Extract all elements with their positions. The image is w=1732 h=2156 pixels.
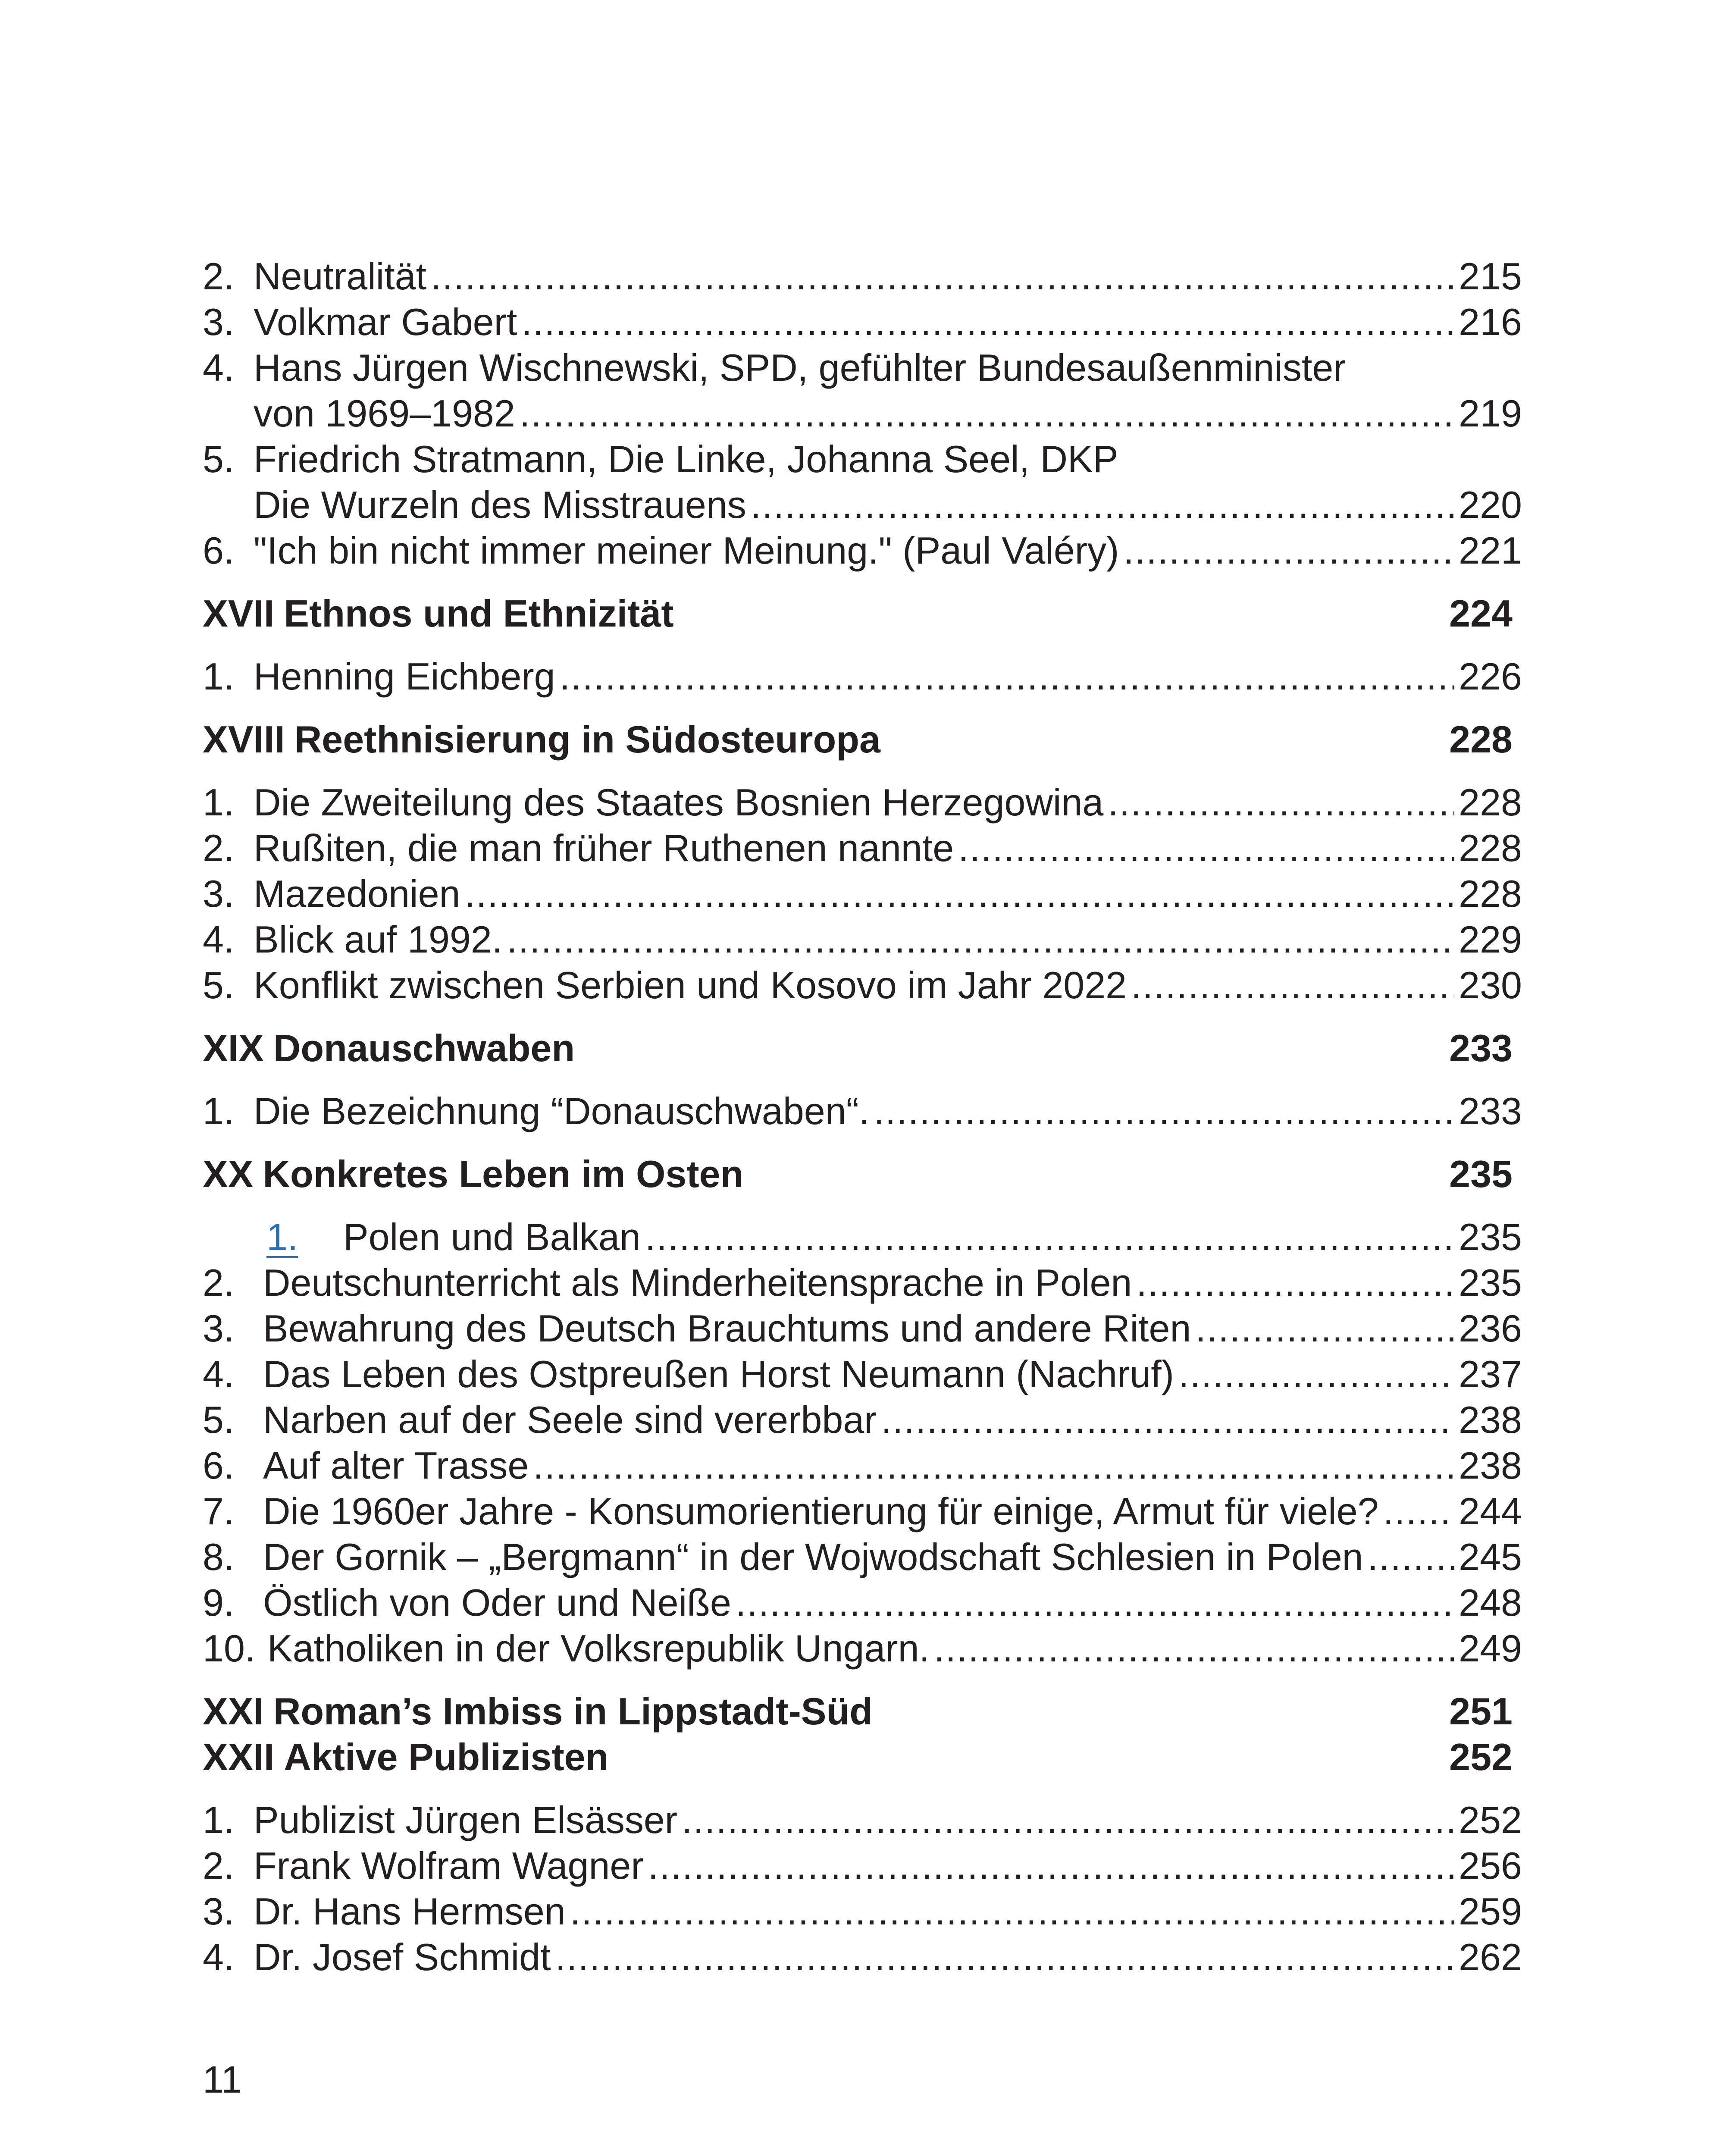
toc-entry bbox=[203, 1306, 1522, 1351]
chapter-heading bbox=[203, 1025, 1522, 1071]
chapter-page: 252 bbox=[1449, 1736, 1513, 1778]
entry-page: 233 bbox=[1459, 1090, 1522, 1132]
chapter-page: 233 bbox=[1449, 1027, 1513, 1069]
entry-page: 220 bbox=[1459, 483, 1522, 526]
entry-title: Auf alter Trasse bbox=[263, 1444, 529, 1487]
entry-title: Der Gornik – „Bergmann“ in der Wojwodschaft Schlesien in Polen bbox=[263, 1536, 1363, 1578]
entry-page: 249 bbox=[1459, 1627, 1522, 1670]
dot-leader bbox=[570, 1889, 1454, 1934]
entry-page: 259 bbox=[1459, 1890, 1522, 1933]
chapter-page: 228 bbox=[1449, 718, 1513, 761]
chapter-roman: XIX bbox=[203, 1027, 264, 1069]
entry-page: 215 bbox=[1459, 255, 1522, 298]
chapter-heading bbox=[203, 591, 1522, 636]
entry-title: "Ich bin nicht immer meiner Meinung." (Paul Valéry) bbox=[254, 529, 1119, 572]
dot-leader bbox=[520, 391, 1454, 436]
chapter-page: 235 bbox=[1449, 1153, 1513, 1195]
entry-number: 6. bbox=[203, 529, 235, 572]
entry-page: 262 bbox=[1459, 1936, 1522, 1978]
entry-number: 2. bbox=[203, 827, 235, 869]
toc-entry-continuation bbox=[203, 482, 1522, 528]
toc-entry bbox=[203, 1214, 1522, 1260]
entry-title: Die Zweiteilung des Staates Bosnien Herzegowina bbox=[254, 781, 1104, 824]
toc-entry bbox=[203, 1260, 1522, 1306]
entry-title: Publizist Jürgen Elsässer bbox=[254, 1799, 678, 1841]
entry-number: 4. bbox=[203, 346, 235, 389]
dot-leader bbox=[645, 1214, 1454, 1260]
dot-leader bbox=[533, 1443, 1454, 1489]
entry-number: 1. bbox=[203, 1799, 235, 1841]
entry-title: Deutschunterricht als Minderheitensprache in Polen bbox=[263, 1261, 1132, 1304]
entry-title-continued: Die Wurzeln des Misstrauens bbox=[254, 483, 746, 526]
toc-entry bbox=[203, 962, 1522, 1008]
dot-leader bbox=[881, 1397, 1455, 1443]
entry-title: Narben auf der Seele sind vererbbar bbox=[263, 1398, 877, 1441]
toc-entry bbox=[203, 1843, 1522, 1889]
toc-entry bbox=[203, 1534, 1522, 1580]
dot-leader bbox=[1195, 1306, 1454, 1351]
dot-leader bbox=[464, 871, 1454, 917]
entry-title: Das Leben des Ostpreußen Horst Neumann (Nachruf) bbox=[263, 1353, 1174, 1395]
dot-leader bbox=[682, 1797, 1454, 1843]
entry-number: 3. bbox=[203, 1307, 235, 1350]
dot-leader bbox=[874, 1088, 1454, 1134]
entry-page: 248 bbox=[1459, 1581, 1522, 1624]
toc-entry bbox=[203, 825, 1522, 871]
dot-leader bbox=[1131, 962, 1454, 1008]
entry-page: 228 bbox=[1459, 872, 1522, 915]
toc-entry bbox=[203, 654, 1522, 699]
toc-entry bbox=[203, 1489, 1522, 1534]
entry-number: 3. bbox=[203, 301, 235, 343]
entry-number: 1. bbox=[203, 781, 235, 824]
entry-number: 6. bbox=[203, 1444, 235, 1487]
entry-number: 4. bbox=[203, 1353, 235, 1395]
entry-title: Henning Eichberg bbox=[254, 655, 555, 698]
entry-page: 256 bbox=[1459, 1844, 1522, 1887]
entry-page: 216 bbox=[1459, 301, 1522, 343]
entry-title: Die 1960er Jahre - Konsumorientierung für einige, Armut für viele? bbox=[263, 1490, 1379, 1532]
entry-number: 2. bbox=[203, 1261, 235, 1304]
chapter-title: Reethnisierung in Südosteuropa bbox=[294, 718, 880, 761]
toc-entry bbox=[203, 871, 1522, 917]
entry-title: Blick auf 1992. bbox=[254, 918, 503, 961]
entry-title: Rußiten, die man früher Ruthenen nannte bbox=[254, 827, 954, 869]
dot-leader bbox=[1136, 1260, 1454, 1306]
dot-leader bbox=[648, 1843, 1455, 1889]
dot-leader bbox=[431, 254, 1454, 299]
page-number: 11 bbox=[203, 2058, 242, 2101]
table-of-contents bbox=[203, 254, 1522, 1980]
toc-entry bbox=[203, 917, 1522, 962]
entry-page: 221 bbox=[1459, 529, 1522, 572]
toc-entry bbox=[203, 528, 1522, 573]
dot-leader bbox=[958, 825, 1454, 871]
entry-page: 230 bbox=[1459, 964, 1522, 1006]
dot-leader bbox=[555, 1934, 1455, 1980]
chapter-heading bbox=[203, 1151, 1522, 1197]
toc-entry bbox=[203, 1626, 1522, 1671]
entry-page: 229 bbox=[1459, 918, 1522, 961]
chapter-title: Roman’s Imbiss in Lippstadt-Süd bbox=[273, 1690, 873, 1733]
entry-number: 10. bbox=[203, 1627, 256, 1670]
entry-page: 244 bbox=[1459, 1490, 1522, 1532]
entry-title: Dr. Josef Schmidt bbox=[254, 1936, 551, 1978]
dot-leader bbox=[560, 654, 1455, 699]
dot-leader bbox=[1123, 528, 1454, 573]
entry-number: 2. bbox=[203, 255, 235, 298]
entry-page: 219 bbox=[1459, 392, 1522, 435]
entry-page: 236 bbox=[1459, 1307, 1522, 1350]
dot-leader bbox=[1368, 1534, 1455, 1580]
entry-title: Dr. Hans Hermsen bbox=[254, 1890, 566, 1933]
chapter-page: 251 bbox=[1449, 1690, 1513, 1733]
entry-title: Volkmar Gabert bbox=[254, 301, 517, 343]
entry-page: 245 bbox=[1459, 1536, 1522, 1578]
toc-entry bbox=[203, 254, 1522, 299]
chapter-roman: XXII bbox=[203, 1736, 275, 1778]
toc-entry bbox=[203, 1351, 1522, 1397]
entry-title: Mazedonien bbox=[254, 872, 460, 915]
chapter-page: 224 bbox=[1449, 592, 1513, 635]
dot-leader bbox=[1383, 1489, 1455, 1534]
entry-number: 7. bbox=[203, 1490, 235, 1532]
entry-title: Friedrich Stratmann, Die Linke, Johanna Seel, DKP bbox=[254, 438, 1118, 480]
entry-number: 3. bbox=[203, 872, 235, 915]
entry-number: 9. bbox=[203, 1581, 235, 1624]
entry-page: 238 bbox=[1459, 1444, 1522, 1487]
toc-entry bbox=[203, 436, 1522, 482]
dot-leader bbox=[1108, 780, 1454, 825]
entry-title-continued: von 1969–1982 bbox=[254, 392, 515, 435]
toc-entry bbox=[203, 1397, 1522, 1443]
dot-leader bbox=[934, 1626, 1454, 1671]
entry-number: 5. bbox=[203, 1398, 235, 1441]
chapter-title: Donauschwaben bbox=[273, 1027, 575, 1069]
dot-leader bbox=[751, 482, 1454, 528]
toc-entry bbox=[203, 1797, 1522, 1843]
entry-number: 5. bbox=[203, 964, 235, 1006]
entry-page: 235 bbox=[1459, 1216, 1522, 1258]
toc-entry bbox=[203, 1088, 1522, 1134]
chapter-roman: XVII bbox=[203, 592, 275, 635]
entry-page: 228 bbox=[1459, 781, 1522, 824]
chapter-heading bbox=[203, 1689, 1522, 1734]
toc-entry bbox=[203, 1889, 1522, 1934]
entry-page: 252 bbox=[1459, 1799, 1522, 1841]
toc-entry bbox=[203, 1580, 1522, 1626]
entry-number: 2. bbox=[203, 1844, 235, 1887]
entry-page: 235 bbox=[1459, 1261, 1522, 1304]
chapter-title: Aktive Publizisten bbox=[284, 1736, 609, 1778]
toc-entry bbox=[203, 299, 1522, 345]
entry-number: 4. bbox=[203, 918, 235, 961]
chapter-title: Konkretes Leben im Osten bbox=[263, 1153, 744, 1195]
entry-title: Die Bezeichnung “Donauschwaben“. bbox=[254, 1090, 870, 1132]
entry-page: 238 bbox=[1459, 1398, 1522, 1441]
chapter-heading bbox=[203, 1734, 1522, 1780]
entry-title: Östlich von Oder und Neiße bbox=[263, 1581, 731, 1624]
entry-title: Frank Wolfram Wagner bbox=[254, 1844, 644, 1887]
entry-number: 3. bbox=[203, 1890, 235, 1933]
entry-title: Katholiken in der Volksrepublik Ungarn. bbox=[267, 1627, 930, 1670]
entry-number: 4. bbox=[203, 1936, 235, 1978]
chapter-roman: XX bbox=[203, 1153, 254, 1195]
entry-number-link[interactable]: 1. bbox=[266, 1216, 298, 1258]
toc-entry bbox=[203, 1934, 1522, 1980]
chapter-heading bbox=[203, 717, 1522, 762]
entry-title: Konflikt zwischen Serbien und Kosovo im Jahr 2022 bbox=[254, 964, 1127, 1006]
dot-leader bbox=[1178, 1351, 1454, 1397]
toc-entry bbox=[203, 780, 1522, 825]
toc-entry bbox=[203, 1443, 1522, 1489]
entry-number: 1. bbox=[203, 1090, 235, 1132]
entry-title: Hans Jürgen Wischnewski, SPD, gefühlter Bundesaußenminister bbox=[254, 346, 1346, 389]
entry-title: Neutralität bbox=[254, 255, 427, 298]
entry-number: 8. bbox=[203, 1536, 235, 1578]
dot-leader bbox=[521, 299, 1454, 345]
dot-leader bbox=[736, 1580, 1454, 1626]
entry-page: 237 bbox=[1459, 1353, 1522, 1395]
chapter-roman: XXI bbox=[203, 1690, 264, 1733]
toc-entry-continuation bbox=[203, 391, 1522, 436]
toc-entry bbox=[203, 345, 1522, 391]
entry-number: 5. bbox=[203, 438, 235, 480]
entry-title: Polen und Balkan bbox=[343, 1216, 641, 1258]
entry-number: 1. bbox=[203, 655, 235, 698]
entry-title: Bewahrung des Deutsch Brauchtums und andere Riten bbox=[263, 1307, 1191, 1350]
entry-page: 226 bbox=[1459, 655, 1522, 698]
chapter-title: Ethnos und Ethnizität bbox=[284, 592, 674, 635]
dot-leader bbox=[507, 917, 1454, 962]
entry-page: 228 bbox=[1459, 827, 1522, 869]
chapter-roman: XVIII bbox=[203, 718, 285, 761]
